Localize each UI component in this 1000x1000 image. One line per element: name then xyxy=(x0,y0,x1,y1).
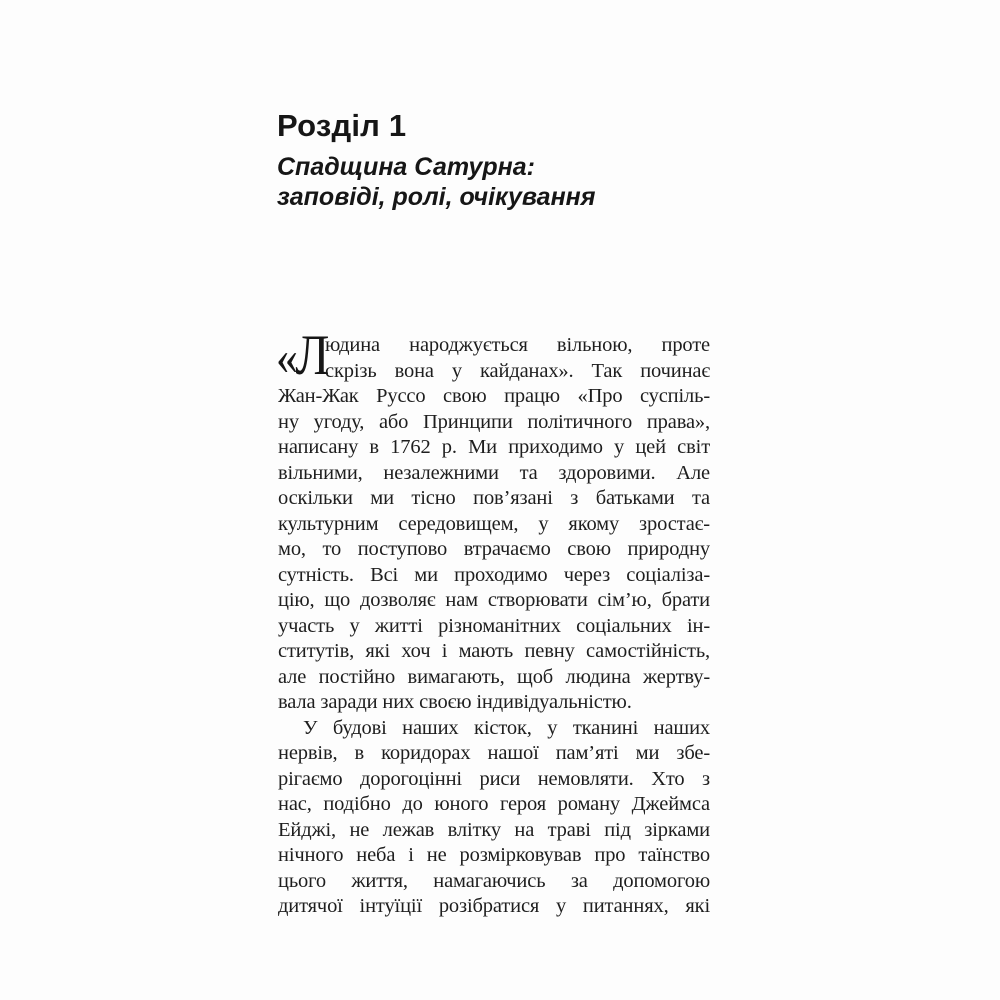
text-line: ститутів, які хоч і мають певну самостійність, xyxy=(278,640,710,662)
chapter-subtitle-line-1: Спадщина Сатурна: xyxy=(277,153,535,181)
chapter-subtitle-line-2: заповіді, ролі, очікування xyxy=(277,183,596,211)
text-line: скрізь вона у кайданах». Так починає xyxy=(325,359,710,382)
text-line: Ейджі, не лежав влітку на траві під зірками xyxy=(278,818,710,841)
text-line: вільними, незалежними та здоровими. Але xyxy=(278,461,710,484)
drop-cap xyxy=(276,324,327,387)
chapter-header xyxy=(277,108,737,212)
text-line: рігаємо дорогоцінні риси немовляти. Хто з xyxy=(278,767,710,790)
text-line: написану в 1762 р. Ми приходимо у цей світ xyxy=(278,436,710,458)
text-line: але постійно вимагають, щоб людина жертву- xyxy=(278,665,710,688)
text-line: Жан-Жак Руссо свою працю «Про суспіль- xyxy=(278,385,710,407)
text-line: дитячої інтуїції розібратися у питаннях, які xyxy=(278,895,710,917)
text-line: мо, то поступово втрачаємо свою природну xyxy=(278,538,710,560)
text-line: цього життя, намагаючись за допомогою xyxy=(278,869,710,892)
text-line: нічного неба і не розмірковував про таїнство xyxy=(278,844,710,866)
text-line: У будові наших кісток, у тканині наших xyxy=(303,716,710,739)
chapter-subtitle xyxy=(277,152,737,212)
text-line: ну угоду, або Принципи політичного права», xyxy=(278,410,710,433)
text-line: нас, подібно до юного героя роману Джеймса xyxy=(278,793,710,815)
opening-quote-mark: « xyxy=(276,329,296,385)
text-line: культурним середовищем, у якому зростає- xyxy=(278,512,710,535)
drop-cap-letter: Л xyxy=(295,324,327,387)
text-line: юдина народжується вільною, проте xyxy=(325,334,710,356)
text-line: участь у житті різноманітних соціальних ін- xyxy=(278,614,710,637)
text-line: вала заради них своєю індивідуальністю. xyxy=(278,691,632,713)
text-line: цію, що дозволяє нам створювати сім’ю, брати xyxy=(278,589,710,611)
body-text xyxy=(276,324,710,920)
text-line: сутність. Всі ми проходимо через соціаліза- xyxy=(278,563,710,586)
text-line: нервів, в коридорах нашої пам’яті ми збе- xyxy=(278,742,710,764)
chapter-title: Розділ 1 xyxy=(277,108,407,143)
text-line: оскільки ми тісно пов’язані з батьками та xyxy=(278,487,710,509)
